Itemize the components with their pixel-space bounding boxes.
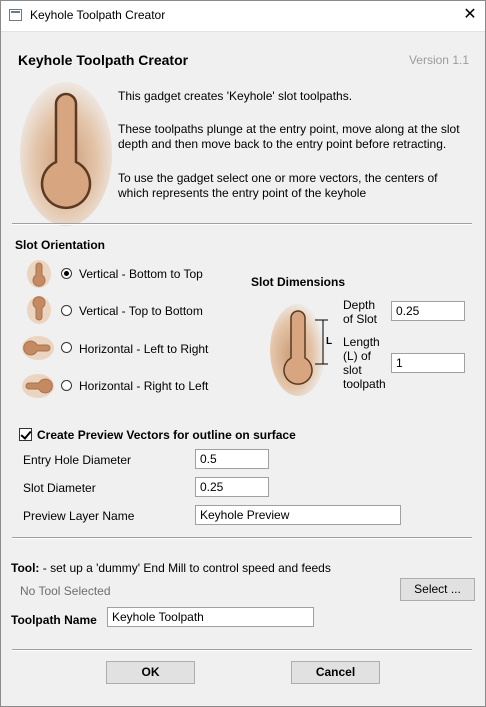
create-preview-checkbox[interactable]	[19, 428, 32, 441]
horizontal-left-right-icon	[21, 334, 55, 362]
length-marker-label: L	[326, 336, 333, 347]
slot-diameter-label: Slot Diameter	[23, 481, 96, 495]
description-line-1: This gadget creates 'Keyhole' slot toolpaths.	[118, 89, 353, 103]
description-line-3: To use the gadget select one or more vectors, the centers of which represents the entry point of the keyhole	[118, 171, 438, 200]
depth-label-line: Depth	[343, 298, 376, 312]
divider	[12, 649, 472, 651]
tool-hint-text: - set up a 'dummy' End Mill to control speed and feeds	[39, 561, 331, 575]
toolpath-name-label: Toolpath Name	[11, 613, 97, 627]
depth-label-line: of Slot	[343, 312, 378, 326]
tool-hint-label: Tool:	[11, 561, 40, 575]
length-label-line: Length	[343, 335, 380, 349]
close-icon[interactable]: ✕	[463, 6, 477, 23]
preview-layer-name-label: Preview Layer Name	[23, 509, 135, 523]
length-label-line: (L) of	[343, 349, 372, 363]
vertical-top-bottom-icon	[24, 295, 54, 325]
slot-orientation-heading: Slot Orientation	[15, 238, 105, 252]
slot-dimensions-heading: Slot Dimensions	[251, 275, 346, 289]
tool-status: No Tool Selected	[20, 584, 111, 598]
app-window-icon	[9, 9, 22, 21]
page-title: Keyhole Toolpath Creator	[18, 52, 189, 68]
entry-hole-diameter-input[interactable]: 0.5	[195, 449, 269, 469]
option-label-vertical-top-to-bottom[interactable]: Vertical - Top to Bottom	[79, 304, 203, 318]
slot-dimension-diagram	[270, 298, 338, 398]
length-label	[343, 335, 386, 391]
version-label: Version 1.1	[408, 53, 469, 67]
title-bar	[0, 0, 486, 32]
divider	[12, 537, 472, 539]
create-preview-label[interactable]: Create Preview Vectors for outline on surface	[37, 428, 296, 442]
radio-vertical-bottom-to-top[interactable]	[61, 268, 72, 279]
slot-diameter-input[interactable]: 0.25	[195, 477, 269, 497]
vertical-bottom-top-icon	[24, 258, 54, 288]
preview-layer-name-input[interactable]: Keyhole Preview	[195, 505, 401, 525]
length-label-line: toolpath	[343, 377, 386, 391]
window-title: Keyhole Toolpath Creator	[30, 8, 166, 22]
select-tool-button[interactable]: Select ...	[400, 578, 475, 601]
radio-horizontal-left-to-right[interactable]	[61, 342, 72, 353]
slot-depth-input[interactable]: 0.25	[391, 301, 465, 321]
divider	[12, 223, 472, 225]
option-label-horizontal-right-to-left[interactable]: Horizontal - Right to Left	[79, 379, 209, 393]
toolpath-name-input[interactable]: Keyhole Toolpath	[107, 607, 314, 627]
description-line-2: These toolpaths plunge at the entry point, move along at the slot depth and then move back to the entry point before retracting.	[118, 122, 460, 151]
length-label-line: slot	[343, 363, 362, 377]
horizontal-right-left-icon	[21, 372, 55, 400]
radio-vertical-top-to-bottom[interactable]	[61, 305, 72, 316]
cancel-button[interactable]: Cancel	[291, 661, 380, 684]
tool-hint	[11, 561, 331, 575]
keyhole-illustration	[18, 76, 114, 226]
slot-length-input[interactable]: 1	[391, 353, 465, 373]
entry-hole-diameter-label: Entry Hole Diameter	[23, 453, 132, 467]
radio-horizontal-right-to-left[interactable]	[61, 380, 72, 391]
option-label-horizontal-left-to-right[interactable]: Horizontal - Left to Right	[79, 342, 209, 356]
depth-label	[343, 298, 377, 326]
option-label-vertical-bottom-to-top[interactable]: Vertical - Bottom to Top	[79, 267, 203, 281]
ok-button[interactable]: OK	[106, 661, 195, 684]
